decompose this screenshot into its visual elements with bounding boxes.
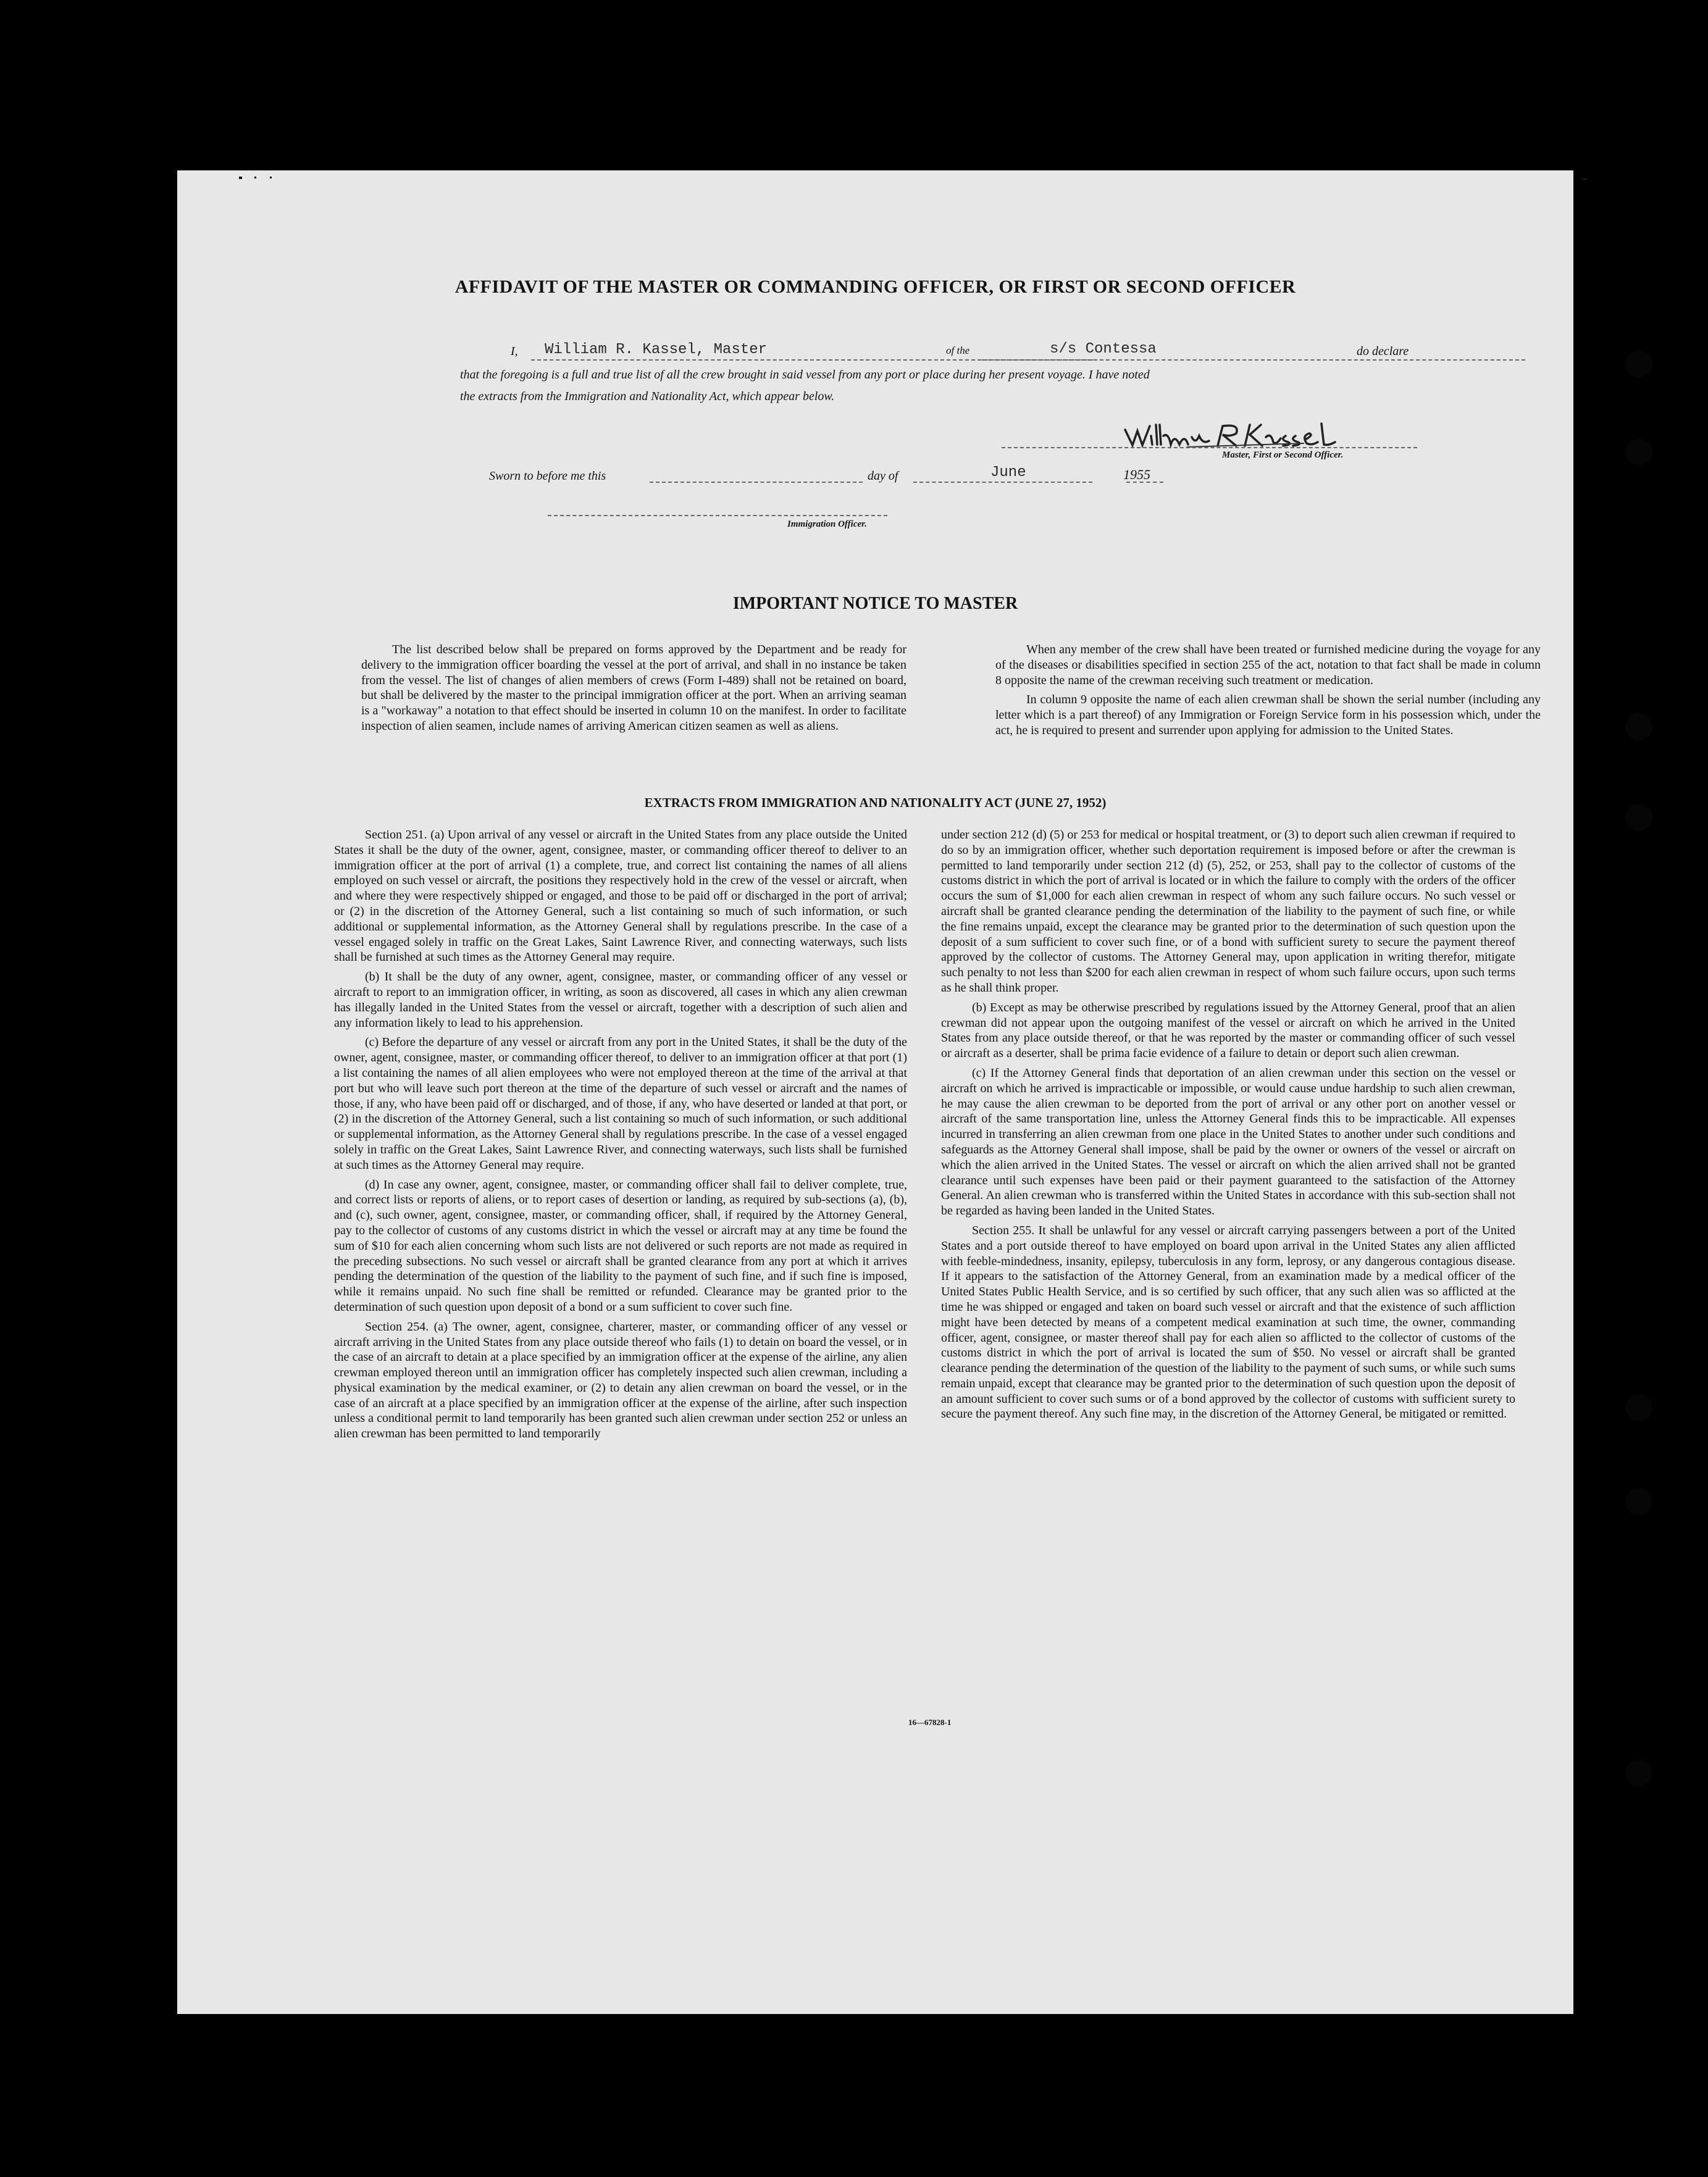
notice-title: IMPORTANT NOTICE TO MASTER: [732, 594, 1018, 613]
statement-line-2: the extracts from the Immigration and Nationality Act, which appear below.: [460, 390, 835, 403]
speck-mark: [239, 177, 242, 179]
officer-line: [548, 515, 887, 516]
notice-paragraph: When any member of the crew shall have been treated or furnished medicine during the voyage for any of the diseases or disabilities specified in section 255 of the act, notation to that fact shall be made in column 8 opposite the name of the crewman receiving such treatment or medication.: [995, 643, 1541, 687]
punch-hole: [1625, 713, 1652, 740]
signature-role-label: Master, First or Second Officer.: [1222, 450, 1344, 460]
signature-line: [1002, 447, 1417, 448]
section-251c: (c) Before the departure of any vessel or aircraft from any port in the United States, it shall be the duty of the owner, agent, consignee, master, or commanding officer thereof, to deliver to an immigration officer at that port (1) a list containing the names of all alien employees who were not employed thereon at the time of the arrival at that port but who will leave such port thereon at the time of the departure of such vessel or aircraft and the names of those, if any, who have been paid off or discharged, and of those, if any, who have deserted or landed at that port, or (2) in the discretion of the Attorney General, such a list containing so much of such information, or such additional or supplemental information, as the Attorney General shall by regulations prescribe. In the case of a vessel engaged solely in traffic on the Great Lakes, Saint Lawrence River, and connecting waterways, such lists shall be furnished at such times as the Attorney General may require.: [334, 1035, 907, 1172]
notice-paragraph: In column 9 opposite the name of each alien crewman shall be shown the serial number (including any letter which is a part thereof) of any Immigration or Foreign Service form in his possession which, under the act, he is required to present and surrender upon applying for admission to the United States.: [995, 693, 1541, 737]
vessel-name: s/s Contessa: [1050, 341, 1157, 357]
vessel-line: [982, 359, 1525, 361]
sworn-year-line: [1126, 482, 1163, 483]
notice-left-column: [361, 642, 906, 738]
section-251d: (d) In case any owner, agent, consignee, master, or commanding officer shall fail to deliver complete, true, and correct lists or reports of aliens, or to report cases of desertion or landing, as required by sub-sections (a), (b), and (c), such owner, agent, consignee, master, or commanding officer, shall, if required by the Attorney General, pay to the collector of customs of any customs district in which the vessel or aircraft may at any time be found the sum of $10 for each alien concerning whom such lists are not delivered or such reports are not made as required in the preceding subsections. No such vessel or aircraft shall be granted clearance from any port at which it arrives pending the determination of the question of the liability to the payment of such fine, and if such fine is imposed, while it remains unpaid. No such fine shall be remitted or refunded. Clearance may be granted prior to the determination of such question upon deposit of a bond or a sum sufficient to cover such fine.: [334, 1177, 907, 1314]
extracts-title: EXTRACTS FROM IMMIGRATION AND NATIONALITY ACT (JUNE 27, 1952): [644, 795, 1107, 810]
document-page: [177, 170, 1573, 2014]
section-255: Section 255. It shall be unlawful for any vessel or aircraft carrying passengers between a port of the United States and a port outside thereof to have employed on board upon arrival in the United States any alien afflicted with feeble-mindedness, insanity, epilepsy, tuberculosis in any form, leprosy, or any dangerous contagious disease. If it appears to the satisfaction of the Attorney General, from an examination made by a medical officer of the United States Public Health Service, and is so certified by such officer, that any such alien was so afflicted at the time he was shipped or engaged and taken on board such vessel or aircraft and that the existence of such affliction might have been detected by means of a competent medical examination at such time, the owner, commanding officer, agent, consignee, or master thereof shall pay for each alien so afflicted to the collector of customs of the customs district in which the port of arrival is located the sum of $50. No vessel or aircraft shall be granted clearance pending the determination of the question of the liability to the payment of such sums, or while such sums remain unpaid, except that clearance may be granted prior to the determination of such question upon the deposit of an amount sufficient to cover such sums or of a bond approved by the collector of customs with sufficient surety to secure the payment thereof. Any such fine may, in the discretion of the Attorney General, be mitigated or remitted.: [941, 1223, 1515, 1421]
section-251a: Section 251. (a) Upon arrival of any vessel or aircraft in the United States from any place outside the United States it shall be the duty of the owner, agent, consignee, master, or commanding officer thereof to deliver to an immigration officer at the port of arrival (1) a complete, true, and correct list containing the names of all aliens employed on such vessel or aircraft, the positions they respectively hold in the crew of the vessel or aircraft, when and where they were respectively shipped or engaged, and those to be paid off or discharged in the port of arrival; or (2) in the discretion of the Attorney General, such a list containing so much of such information, or such additional or supplemental information, as the Attorney General shall by regulations prescribe. In the case of a vessel engaged solely in traffic on the Great Lakes, Saint Lawrence River, and connecting waterways, such lists shall be furnished at such times as the Attorney General may require.: [334, 828, 907, 964]
speck-mark: [1583, 178, 1587, 180]
speck-mark: [270, 177, 272, 178]
section-254b: (b) Except as may be otherwise prescribed by regulations issued by the Attorney General, proof that an alien crewman did not appear upon the outgoing manifest of the vessel or aircraft on which he arrived in the United States from any place outside thereof, or that he was reported by the master or commanding officer of such vessel or aircraft as a deserter, shall be prima facie evidence of a failure to detain or deport such alien crewman.: [941, 1000, 1515, 1061]
section-254a: Section 254. (a) The owner, agent, consignee, charterer, master, or commanding officer of any vessel or aircraft arriving in the United States from any place outside thereof who fails (1) to detain on board the vessel, or in the case of an aircraft to detain at a place specified by an immigration officer at the expense of the airline, any alien crewman employed thereon until an immigration officer has completely inspected such alien crewman, including a physical examination by the medical examiner, or (2) to detain any alien crewman on board the vessel, or in the case of an aircraft at a place specified by an immigration officer at the expense of the airline, after such inspection unless a conditional permit to land temporarily has been granted such alien crewman under section 252 or unless an alien crewman has been permitted to land temporarily: [334, 1319, 907, 1441]
form-number: 16—67828-1: [908, 1718, 952, 1727]
day-of-label: day of: [868, 469, 898, 483]
officer-label: Immigration Officer.: [787, 519, 867, 529]
punch-hole: [1625, 1760, 1652, 1787]
sworn-label: Sworn to before me this: [489, 469, 606, 483]
sworn-month-line: [913, 482, 1092, 483]
punch-hole: [1625, 351, 1652, 378]
punch-hole: [1625, 804, 1652, 831]
sworn-month: June: [990, 464, 1026, 481]
speck-mark: [254, 177, 256, 178]
sworn-day-line: [650, 482, 863, 483]
statement-line-1: that the foregoing is a full and true list of all the crew brought in said vessel from any port or place during her present voyage. I have noted: [460, 368, 1150, 382]
notice-right-column: [995, 642, 1541, 743]
declarant-name: William R. Kassel, Master: [545, 341, 768, 358]
master-signature: [1119, 417, 1366, 454]
section-254a-continued: under section 212 (d) (5) or 253 for medical or hospital treatment, or (3) to deport such alien crewman if required to do so by an immigration officer, whether such deportation requirement is imposed before or after the crewman is permitted to land temporarily under section 212 (d) (5), 252, or 253, shall pay to the collector of customs of the customs district in which the port of arrival is located or in which the failure to comply with the orders of the officer occurs the sum of $1,000 for each alien crewman in respect of whom any such failure occurs. No such vessel or aircraft shall be granted clearance pending the determination of the liability to the payment of such fine, or while the fine remains unpaid, except the clearance may be granted prior to the determination of such question upon the deposit of a sum sufficient to cover such fine, or of a bond with sufficient surety to secure the payment thereof approved by the collector of customs. The Attorney General may, upon application in writing therefor, mitigate such penalty to not less than $200 for each alien crewman in respect of whom such failure occurs, upon such terms as he shall think proper.: [941, 828, 1515, 995]
extracts-left-column: [334, 827, 907, 1446]
punch-hole: [1625, 1488, 1652, 1515]
i-label: I,: [511, 345, 518, 358]
affidavit-title: AFFIDAVIT OF THE MASTER OR COMMANDING OFFICER, OR FIRST OR SECOND OFFICER: [454, 277, 1296, 297]
of-the-label: of the: [946, 345, 970, 356]
extracts-right-column: [941, 827, 1515, 1426]
section-251b: (b) It shall be the duty of any owner, agent, consignee, master, or commanding officer of any vessel or aircraft to report to an immigration officer, in writing, as soon as discovered, all cases in which any alien crewman has illegally landed in the United States from the vessel or aircraft, together with a description of such alien and any information likely to lead to his apprehension.: [334, 970, 907, 1030]
do-declare-label: do declare: [1357, 345, 1409, 358]
punch-hole: [1625, 438, 1652, 466]
punch-hole: [1625, 1394, 1652, 1421]
section-254c: (c) If the Attorney General finds that deportation of an alien crewman under this section on the vessel or aircraft on which he arrived is impracticable or impossible, or would cause undue hardship to such alien crewman, he may cause the alien crewman to be deported from the port of arrival or any other port on another vessel or aircraft of the same transportation line, unless the Attorney General finds this to be impracticable. All expenses incurred in transferring an alien crewman from one place in the United States to another under such conditions and safeguards as the Attorney General shall impose, shall be paid by the owner or owners of the vessel or aircraft on which the alien arrived in the United States. The vessel or aircraft on which the alien arrived shall not be granted clearance until such expenses have been paid or their payment guaranteed to the satisfaction of the Attorney General. An alien crewman who is transferred within the United States in accordance with this sub-section shall not be regarded as having been landed in the United States.: [941, 1066, 1515, 1218]
notice-paragraph: The list described below shall be prepared on forms approved by the Department and be ready for delivery to the immigration officer boarding the vessel at the port of arrival, and shall in no instance be taken from the vessel. The list of changes of alien members of crews (Form I-489) shall not be retained on board, but shall be delivered by the master to the principal immigration officer at the port. When an arriving seaman is a "workaway" a notation to that effect should be inserted in column 10 on the manifest. In order to facilitate inspection of alien seamen, include names of arriving American citizen seamen as well as aliens.: [361, 643, 906, 733]
sworn-year: 1955: [1123, 467, 1150, 482]
